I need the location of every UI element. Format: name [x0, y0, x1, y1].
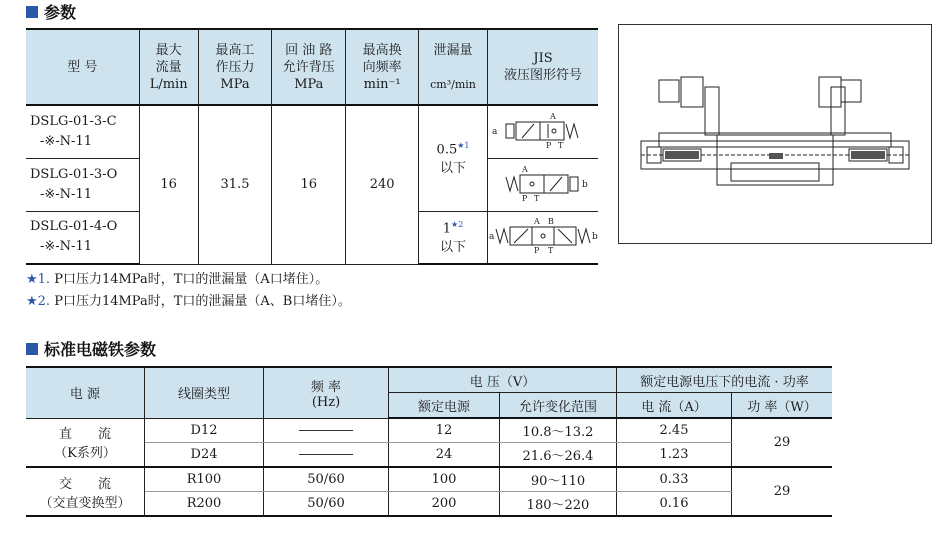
header-symbol: JIS 液压图形符号 [488, 29, 599, 105]
table-row [26, 443, 832, 468]
svg-text:B: B [548, 217, 554, 227]
current-cell: 0.16 [617, 492, 732, 517]
table-row [26, 105, 598, 158]
coil-cell: R100 [145, 467, 264, 492]
svg-text:a: a [492, 126, 498, 137]
svg-text:T: T [558, 140, 564, 150]
section-solenoid-title: 标准电磁铁参数 [26, 337, 156, 360]
leakage-cell-2: $1^{★2}$ 以下 [419, 211, 488, 264]
range-cell: 21.6～26.4 [500, 443, 617, 468]
header-back-pressure: 回 油 路 允许背压 MPa [272, 29, 346, 105]
footnote-1: ★1. P口压力14MPa时，T口的泄漏量（A口堵住）。 [26, 272, 329, 287]
svg-text:b: b [592, 232, 598, 243]
header-max-pressure: 最高工 作压力 MPa [198, 29, 272, 105]
valve-symbol-4o-icon [488, 215, 598, 255]
dash-line [299, 430, 353, 431]
range-cell: 180～220 [500, 492, 617, 517]
rated-voltage-cell: 100 [389, 467, 500, 492]
frequency-cell [264, 443, 389, 468]
svg-text:P: P [534, 246, 540, 256]
svg-text:b: b [582, 179, 588, 190]
range-cell: 90～110 [500, 467, 617, 492]
pressure-cell: 31.5 [198, 105, 272, 264]
header-switch-frequency: 最高换 向频率 min⁻¹ [346, 29, 419, 105]
power-group-ac: 交 流 （交直变换型） [26, 467, 145, 516]
header-frequency: 频 率 (Hz) [264, 367, 389, 418]
svg-text:a: a [489, 232, 495, 243]
model-cell: DSLG-01-3-C -※-N-11 [26, 105, 139, 158]
power-watts-cell: 29 [732, 418, 833, 467]
header-power-watts: 功 率（W） [732, 393, 833, 419]
current-cell: 0.33 [617, 467, 732, 492]
header-allowed-range: 允许变化范围 [500, 393, 617, 419]
header-rated-voltage: 额定电源 [389, 393, 500, 419]
square-bullet-icon [26, 343, 38, 355]
flow-cell: 16 [139, 105, 198, 264]
symbol-cell [488, 158, 599, 211]
header-leakage: 泄漏量 cm³/min [419, 29, 488, 105]
header-coil-type: 线圈类型 [145, 367, 264, 418]
current-cell: 1.23 [617, 443, 732, 468]
rated-voltage-cell: 24 [389, 443, 500, 468]
dash-line [299, 454, 353, 455]
svg-text:T: T [548, 246, 554, 256]
coil-cell: D12 [145, 418, 264, 443]
svg-text:P: P [546, 140, 552, 150]
svg-text:A: A [534, 217, 540, 227]
footnote-2: ★2. P口压力14MPa时，T口的泄漏量（A、B口堵住）。 [26, 294, 351, 309]
header-current: 电 流（A） [617, 393, 732, 419]
section-parameters-title: 参数 [26, 0, 76, 23]
valve-symbol-3c-icon [488, 110, 598, 150]
header-voltage: 电 压（V） [389, 367, 617, 393]
symbol-cell [488, 105, 599, 158]
table-row [26, 492, 832, 517]
table-row [26, 418, 832, 443]
power-watts-cell: 29 [732, 467, 833, 516]
svg-text:A: A [522, 164, 528, 174]
solenoid-valve-drawing-icon [619, 25, 931, 243]
header-max-flow: 最大 流量 L/min [139, 29, 198, 105]
svg-text:T: T [534, 193, 540, 203]
model-cell: DSLG-01-4-O -※-N-11 [26, 211, 139, 264]
header-power-source: 电 源 [26, 367, 145, 418]
valve-symbol-3o-icon [488, 163, 598, 203]
back-pressure-cell: 16 [272, 105, 346, 264]
range-cell: 10.8～13.2 [500, 418, 617, 443]
power-group-dc: 直 流 （K系列） [26, 418, 145, 467]
valve-cross-section-diagram [618, 24, 932, 244]
frequency-cell: 50/60 [264, 492, 389, 517]
current-cell: 2.45 [617, 418, 732, 443]
header-current-power: 额定电源电压下的电流 · 功率 [617, 367, 833, 393]
rated-voltage-cell: 12 [389, 418, 500, 443]
solenoid-parameters-table [26, 366, 832, 517]
svg-text:P: P [522, 193, 528, 203]
coil-cell: D24 [145, 443, 264, 468]
parameters-table [26, 28, 598, 265]
frequency-cell: 240 [346, 105, 419, 264]
symbol-cell [488, 211, 599, 264]
svg-text:A: A [550, 111, 556, 121]
model-cell: DSLG-01-3-O -※-N-11 [26, 158, 139, 211]
header-model: 型 号 [26, 29, 139, 105]
coil-cell: R200 [145, 492, 264, 517]
leakage-cell-1: $0.5^{★1}$ 以下 [419, 105, 488, 211]
frequency-cell: 50/60 [264, 467, 389, 492]
square-bullet-icon [26, 6, 38, 18]
rated-voltage-cell: 200 [389, 492, 500, 517]
table-row [26, 467, 832, 492]
frequency-cell [264, 418, 389, 443]
